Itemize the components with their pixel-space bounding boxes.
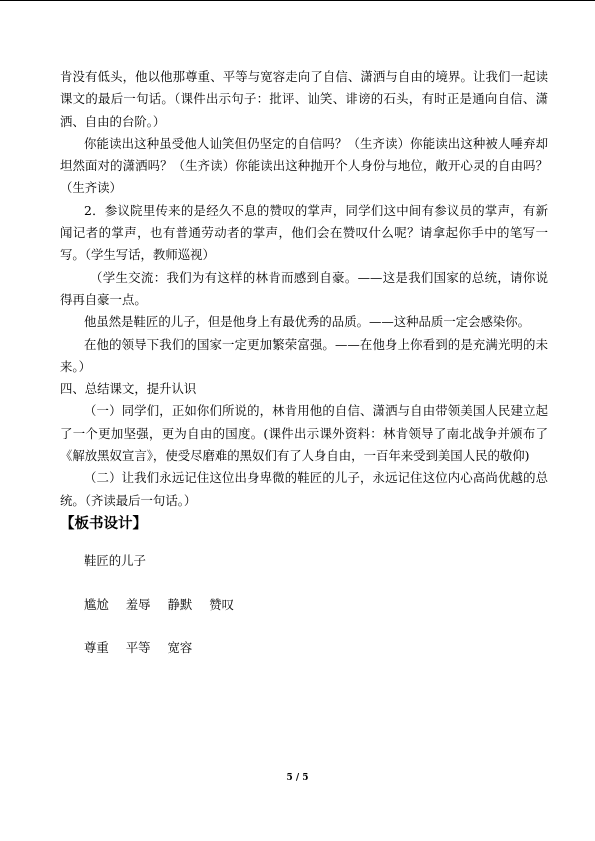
- paragraph-1: 肯没有低头，他以他那尊重、平等与宽容走向了自信、潇洒与自由的境界。让我们一起读课文的最后一句话。（课件出示句子：批评、讪笑、诽谤的石头，有时正是通向自信、潇洒、自由的台阶。）: [60, 69, 548, 129]
- board-title-text: 鞋匠的儿子: [84, 553, 146, 568]
- paragraph-4: （学生交流：我们为有这样的林肯而感到自豪。——这是我们国家的总统，请你说得再自豪一点。: [60, 269, 548, 307]
- board-design-title: 【板书设计】: [60, 514, 147, 532]
- board-word: 羞辱: [125, 597, 151, 612]
- paragraph-7: （一）同学们，正如你们所说的，林肯用他的自信、潇洒与自由带领美国人民建立起了一个更加坚强，更为自由的国度。(课件出示课外资料：林肯领导了南北战争并颁布了《解放黑奴宣言》，使受尽磨难的黑奴们有了人身自由，一百年来受到美国人民的敬仰): [60, 403, 548, 464]
- paragraph-3: 2．参议院里传来的是经久不息的赞叹的掌声，同学们这中间有参议员的掌声，有新闻记者的掌声，也有普通劳动者的掌声，他们会在赞叹什么呢？请拿起你手中的笔写一写。（学生写话，教师巡视）: [60, 202, 548, 263]
- section-heading: 四、总结课文，提升认识: [60, 381, 197, 397]
- paragraph-8: （二）让我们永远记住这位出身卑微的鞋匠的儿子，永远记住这位内心高尚优越的总统。（齐读最后一句话。）: [60, 470, 548, 508]
- page-number: 5 / 5: [286, 773, 309, 783]
- board-line-3: [84, 639, 205, 657]
- board-word: 赞叹: [209, 597, 234, 612]
- board-line-1: [84, 552, 159, 570]
- board-word: 平等: [125, 640, 151, 655]
- board-line-2: [84, 596, 247, 614]
- document-body: [60, 66, 548, 536]
- board-word: 尴尬: [84, 597, 109, 612]
- header-rule: [0, 0, 595, 1]
- paragraph-2: 你能读出这种虽受他人讪笑但仍坚定的自信吗？（生齐读）你能读出这种被人唾弃却坦然面对的潇洒吗？（生齐读）你能读出这种抛开个人身份与地位，敞开心灵的自由吗？（生齐读）: [60, 135, 548, 196]
- board-word: 静默: [167, 597, 193, 612]
- paragraph-5: 他虽然是鞋匠的儿子，但是他身上有最优秀的品质。——这种品质一定会感染你。: [84, 314, 531, 330]
- board-word: 尊重: [84, 640, 109, 655]
- board-word: 宽容: [167, 640, 193, 655]
- paragraph-6: 在他的领导下我们的国家一定更加繁荣富强。——在他身上你看到的是充满光明的未来。）: [60, 336, 548, 374]
